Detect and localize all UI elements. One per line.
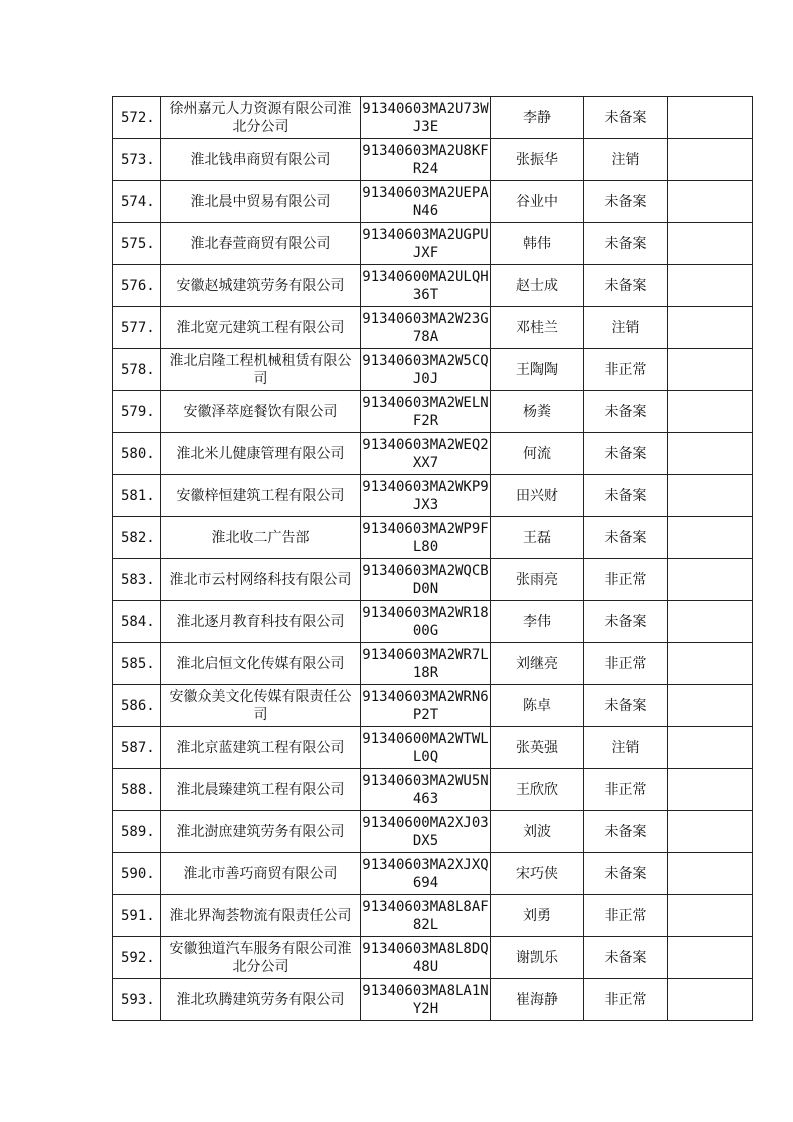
credit-code-line-2: 694 xyxy=(412,874,439,891)
credit-code-line-2: DX5 xyxy=(412,832,439,849)
status: 未备案 xyxy=(584,517,668,559)
credit-code-line-1: 91340603MA8LA1N xyxy=(362,982,489,999)
company-name: 淮北米儿健康管理有限公司 xyxy=(161,433,361,475)
extra-cell xyxy=(668,895,753,937)
status: 未备案 xyxy=(584,433,668,475)
credit-code-line-1: 91340603MA2W23G xyxy=(362,310,489,327)
row-number: 591. xyxy=(113,895,161,937)
table-row xyxy=(113,139,753,181)
company-name: 安徽众美文化传媒有限责任公司 xyxy=(161,685,361,727)
credit-code xyxy=(361,307,491,349)
credit-code-line-1: 91340603MA2WKP9 xyxy=(362,478,489,495)
company-name: 淮北京蓝建筑工程有限公司 xyxy=(161,727,361,769)
company-name: 淮北启隆工程机械租赁有限公司 xyxy=(161,349,361,391)
credit-code-line-2: J3E xyxy=(412,118,439,135)
table-row xyxy=(113,559,753,601)
table-row xyxy=(113,391,753,433)
status: 未备案 xyxy=(584,853,668,895)
credit-code xyxy=(361,223,491,265)
credit-code-line-2: 36T xyxy=(412,286,439,303)
row-number: 585. xyxy=(113,643,161,685)
table-row xyxy=(113,181,753,223)
extra-cell xyxy=(668,307,753,349)
legal-person: 李静 xyxy=(491,97,584,139)
status: 未备案 xyxy=(584,265,668,307)
credit-code-line-1: 91340603MA2U8KF xyxy=(362,142,489,159)
row-number: 586. xyxy=(113,685,161,727)
credit-code-line-2: JXF xyxy=(412,244,439,261)
legal-person: 田兴财 xyxy=(491,475,584,517)
credit-code-line-1: 91340603MA2WP9F xyxy=(362,520,489,537)
table-row xyxy=(113,433,753,475)
credit-code xyxy=(361,643,491,685)
extra-cell xyxy=(668,181,753,223)
legal-person: 刘继亮 xyxy=(491,643,584,685)
status: 非正常 xyxy=(584,769,668,811)
company-name: 淮北市善巧商贸有限公司 xyxy=(161,853,361,895)
credit-code-line-2: 463 xyxy=(412,790,439,807)
legal-person: 刘勇 xyxy=(491,895,584,937)
credit-code-line-1: 91340603MA2WQCB xyxy=(362,562,489,579)
credit-code xyxy=(361,853,491,895)
company-name: 淮北市云村网络科技有限公司 xyxy=(161,559,361,601)
credit-code-line-1: 91340603MA2WRN6 xyxy=(362,688,489,705)
table-row xyxy=(113,601,753,643)
credit-code-line-1: 91340603MA2W5CQ xyxy=(362,352,489,369)
credit-code xyxy=(361,979,491,1021)
company-name: 淮北钱串商贸有限公司 xyxy=(161,139,361,181)
credit-code-line-1: 91340603MA8L8AF xyxy=(362,898,489,915)
row-number: 593. xyxy=(113,979,161,1021)
extra-cell xyxy=(668,601,753,643)
credit-code-line-2: 82L xyxy=(412,916,439,933)
extra-cell xyxy=(668,559,753,601)
extra-cell xyxy=(668,265,753,307)
company-name: 淮北启恒文化传媒有限公司 xyxy=(161,643,361,685)
legal-person: 李伟 xyxy=(491,601,584,643)
company-name: 淮北收二广告部 xyxy=(161,517,361,559)
table-row xyxy=(113,853,753,895)
credit-code-line-1: 91340603MA2WR7L xyxy=(362,646,489,663)
status: 非正常 xyxy=(584,895,668,937)
extra-cell xyxy=(668,937,753,979)
row-number: 587. xyxy=(113,727,161,769)
credit-code xyxy=(361,601,491,643)
legal-person: 张振华 xyxy=(491,139,584,181)
table-row xyxy=(113,307,753,349)
table-row xyxy=(113,727,753,769)
credit-code xyxy=(361,265,491,307)
records-table xyxy=(112,96,753,1021)
row-number: 572. xyxy=(113,97,161,139)
legal-person: 张雨亮 xyxy=(491,559,584,601)
credit-code-line-1: 91340600MA2WTWL xyxy=(362,730,489,747)
extra-cell xyxy=(668,97,753,139)
table-row xyxy=(113,937,753,979)
row-number: 588. xyxy=(113,769,161,811)
status: 未备案 xyxy=(584,391,668,433)
company-name: 淮北玖腾建筑劳务有限公司 xyxy=(161,979,361,1021)
credit-code xyxy=(361,811,491,853)
status: 未备案 xyxy=(584,601,668,643)
credit-code-line-1: 91340603MA2WELN xyxy=(362,394,489,411)
legal-person: 谷业中 xyxy=(491,181,584,223)
records-table-body xyxy=(113,97,753,1021)
credit-code-line-1: 91340600MA2ULQH xyxy=(362,268,489,285)
table-row xyxy=(113,685,753,727)
credit-code xyxy=(361,685,491,727)
credit-code-line-2: L80 xyxy=(412,538,439,555)
extra-cell xyxy=(668,139,753,181)
status: 注销 xyxy=(584,307,668,349)
company-name: 淮北逐月教育科技有限公司 xyxy=(161,601,361,643)
extra-cell xyxy=(668,643,753,685)
credit-code-line-2: Y2H xyxy=(412,1000,439,1017)
legal-person: 王陶陶 xyxy=(491,349,584,391)
credit-code-line-2: F2R xyxy=(412,412,439,429)
company-name: 安徽泽萃庭餐饮有限公司 xyxy=(161,391,361,433)
company-name: 安徽梓恒建筑工程有限公司 xyxy=(161,475,361,517)
credit-code xyxy=(361,181,491,223)
company-name: 淮北澍庶建筑劳务有限公司 xyxy=(161,811,361,853)
row-number: 582. xyxy=(113,517,161,559)
legal-person: 崔海静 xyxy=(491,979,584,1021)
legal-person: 陈卓 xyxy=(491,685,584,727)
credit-code xyxy=(361,937,491,979)
status: 未备案 xyxy=(584,223,668,265)
row-number: 574. xyxy=(113,181,161,223)
credit-code xyxy=(361,769,491,811)
status: 未备案 xyxy=(584,181,668,223)
credit-code-line-1: 91340603MA2WR18 xyxy=(362,604,489,621)
legal-person: 刘波 xyxy=(491,811,584,853)
credit-code-line-2: D0N xyxy=(412,580,439,597)
credit-code xyxy=(361,433,491,475)
row-number: 589. xyxy=(113,811,161,853)
legal-person: 王欣欣 xyxy=(491,769,584,811)
credit-code xyxy=(361,517,491,559)
extra-cell xyxy=(668,853,753,895)
row-number: 580. xyxy=(113,433,161,475)
credit-code xyxy=(361,391,491,433)
credit-code-line-1: 91340603MA8L8DQ xyxy=(362,940,489,957)
status: 非正常 xyxy=(584,979,668,1021)
credit-code-line-2: XX7 xyxy=(412,454,439,471)
status: 注销 xyxy=(584,727,668,769)
extra-cell xyxy=(668,475,753,517)
extra-cell xyxy=(668,391,753,433)
credit-code-line-2: N46 xyxy=(412,202,439,219)
credit-code-line-1: 91340603MA2WU5N xyxy=(362,772,489,789)
company-name: 安徽独道汽车服务有限公司淮北分公司 xyxy=(161,937,361,979)
credit-code xyxy=(361,97,491,139)
credit-code-line-2: JX3 xyxy=(412,496,439,513)
extra-cell xyxy=(668,769,753,811)
credit-code-line-1: 91340603MA2XJXQ xyxy=(362,856,489,873)
legal-person: 赵士成 xyxy=(491,265,584,307)
extra-cell xyxy=(668,811,753,853)
company-name: 安徽赵城建筑劳务有限公司 xyxy=(161,265,361,307)
row-number: 579. xyxy=(113,391,161,433)
legal-person: 韩伟 xyxy=(491,223,584,265)
status: 未备案 xyxy=(584,97,668,139)
status: 非正常 xyxy=(584,643,668,685)
table-row xyxy=(113,475,753,517)
legal-person: 王磊 xyxy=(491,517,584,559)
credit-code-line-2: 18R xyxy=(412,664,439,681)
table-row xyxy=(113,349,753,391)
table-row xyxy=(113,979,753,1021)
table-row xyxy=(113,223,753,265)
company-name: 淮北宽元建筑工程有限公司 xyxy=(161,307,361,349)
credit-code xyxy=(361,475,491,517)
row-number: 576. xyxy=(113,265,161,307)
status: 非正常 xyxy=(584,559,668,601)
row-number: 578. xyxy=(113,349,161,391)
row-number: 573. xyxy=(113,139,161,181)
legal-person: 张英强 xyxy=(491,727,584,769)
row-number: 581. xyxy=(113,475,161,517)
legal-person: 谢凯乐 xyxy=(491,937,584,979)
credit-code-line-2: P2T xyxy=(412,706,439,723)
extra-cell xyxy=(668,433,753,475)
status: 未备案 xyxy=(584,685,668,727)
credit-code-line-1: 91340603MA2UEPA xyxy=(362,184,489,201)
company-name: 徐州嘉元人力资源有限公司淮北分公司 xyxy=(161,97,361,139)
table-row xyxy=(113,769,753,811)
extra-cell xyxy=(668,727,753,769)
credit-code xyxy=(361,349,491,391)
status: 未备案 xyxy=(584,475,668,517)
credit-code xyxy=(361,727,491,769)
table-row xyxy=(113,517,753,559)
row-number: 577. xyxy=(113,307,161,349)
row-number: 590. xyxy=(113,853,161,895)
table-row xyxy=(113,97,753,139)
credit-code-line-2: R24 xyxy=(412,160,439,177)
status: 未备案 xyxy=(584,811,668,853)
table-row xyxy=(113,811,753,853)
row-number: 575. xyxy=(113,223,161,265)
legal-person: 杨粪 xyxy=(491,391,584,433)
credit-code xyxy=(361,895,491,937)
row-number: 592. xyxy=(113,937,161,979)
table-row xyxy=(113,895,753,937)
table-row xyxy=(113,265,753,307)
extra-cell xyxy=(668,517,753,559)
extra-cell xyxy=(668,979,753,1021)
legal-person: 何流 xyxy=(491,433,584,475)
company-name: 淮北晨臻建筑工程有限公司 xyxy=(161,769,361,811)
legal-person: 邓桂兰 xyxy=(491,307,584,349)
credit-code-line-2: J0J xyxy=(412,370,439,387)
company-name: 淮北界淘荟物流有限责任公司 xyxy=(161,895,361,937)
status: 非正常 xyxy=(584,349,668,391)
status: 注销 xyxy=(584,139,668,181)
credit-code-line-2: 00G xyxy=(412,622,439,639)
credit-code-line-1: 91340600MA2XJ03 xyxy=(362,814,489,831)
credit-code xyxy=(361,559,491,601)
credit-code xyxy=(361,139,491,181)
credit-code-line-1: 91340603MA2U73W xyxy=(362,100,489,117)
status: 未备案 xyxy=(584,937,668,979)
legal-person: 宋巧侠 xyxy=(491,853,584,895)
credit-code-line-1: 91340603MA2UGPU xyxy=(362,226,489,243)
credit-code-line-2: L0Q xyxy=(412,748,439,765)
extra-cell xyxy=(668,223,753,265)
credit-code-line-1: 91340603MA2WEQ2 xyxy=(362,436,489,453)
table-row xyxy=(113,643,753,685)
credit-code-line-2: 78A xyxy=(412,328,439,345)
company-name: 淮北晨中贸易有限公司 xyxy=(161,181,361,223)
company-name: 淮北春萱商贸有限公司 xyxy=(161,223,361,265)
extra-cell xyxy=(668,349,753,391)
row-number: 584. xyxy=(113,601,161,643)
row-number: 583. xyxy=(113,559,161,601)
extra-cell xyxy=(668,685,753,727)
credit-code-line-2: 48U xyxy=(412,958,439,975)
